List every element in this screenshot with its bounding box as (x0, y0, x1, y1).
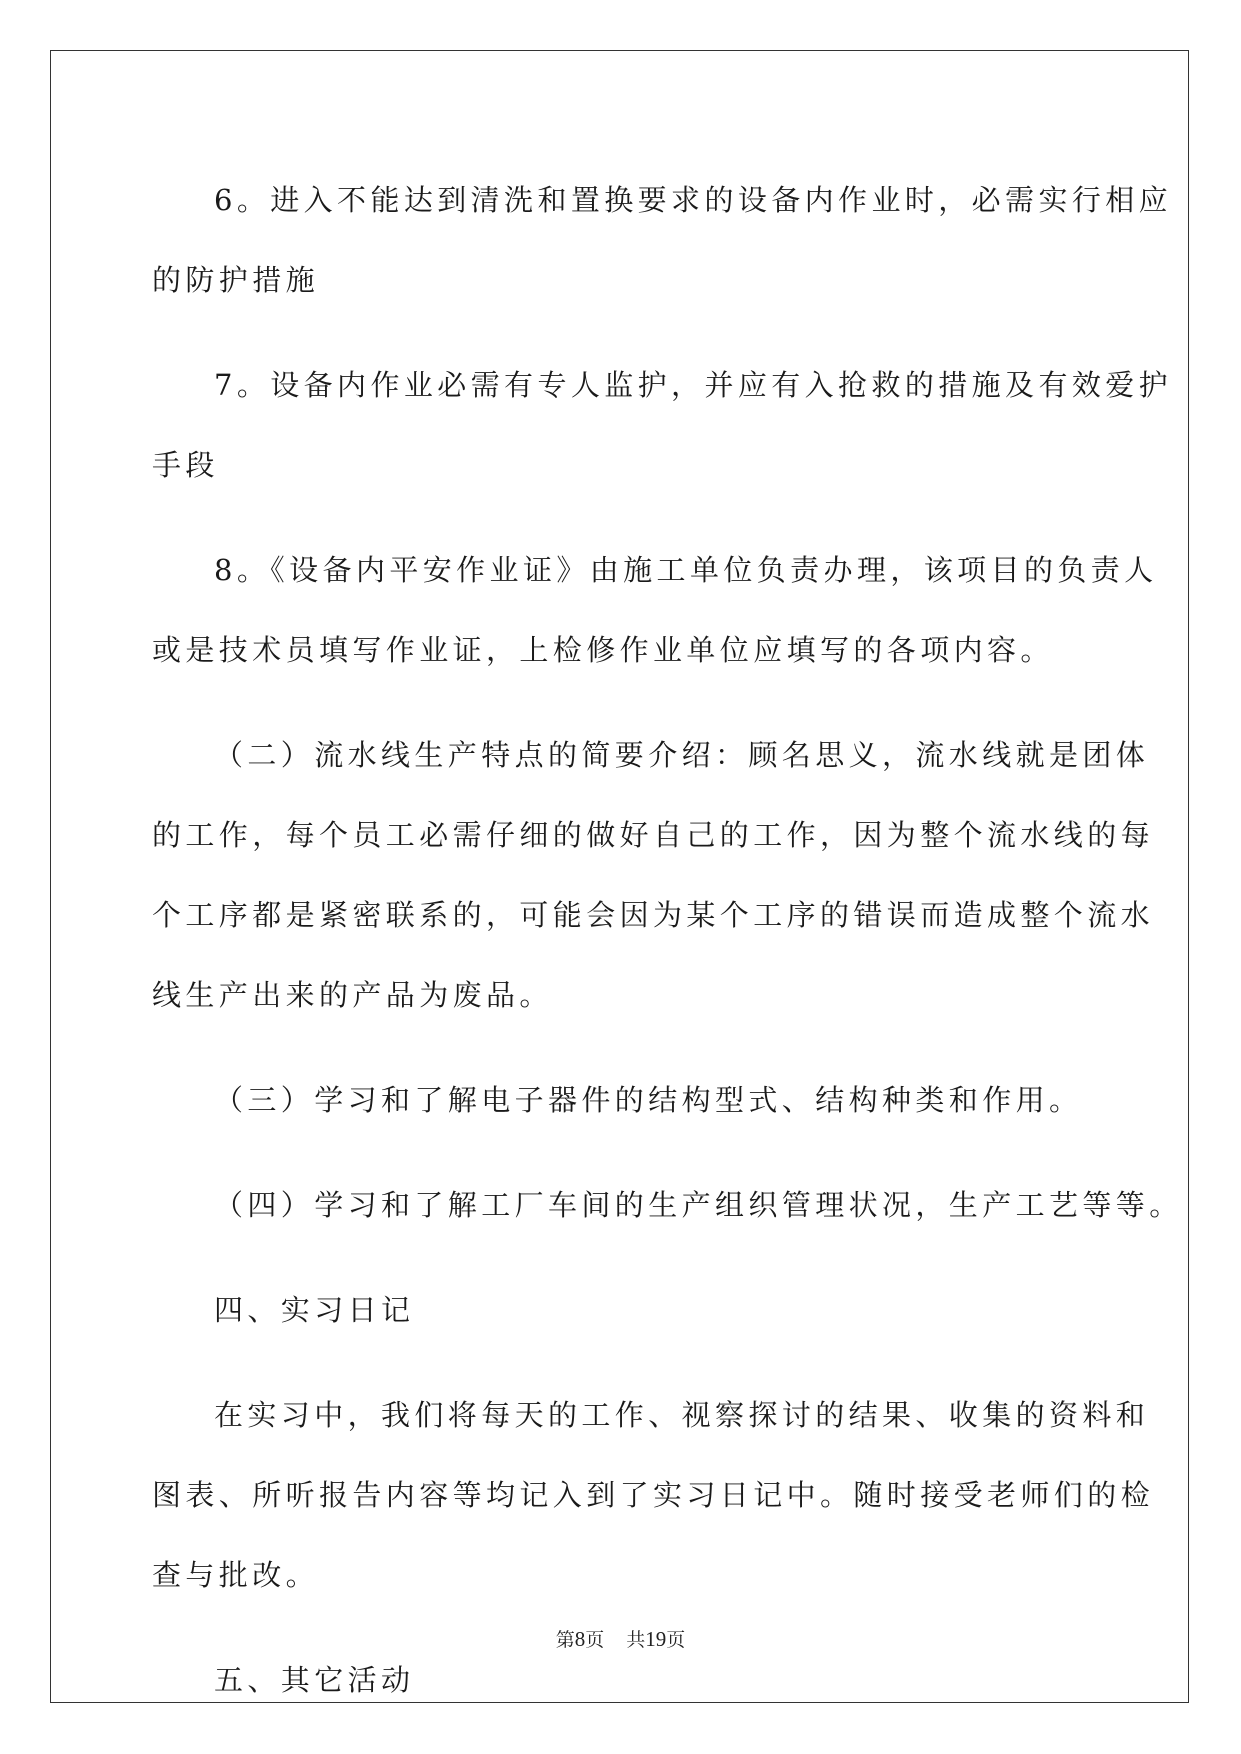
paragraph-assembly-line (152, 715, 1155, 1035)
document-body (152, 160, 1183, 1745)
text-line: 的防护措施 (152, 263, 320, 297)
section-heading-other (152, 1640, 1092, 1720)
text-line: 8。《设备内平安作业证》由施工单位负责办理，该项目的负责人 (214, 553, 1158, 587)
footer-page-suffix: 页 (585, 1629, 605, 1651)
text-line: 线生产出来的产品为废品。 (152, 978, 553, 1012)
text-line: 6。进入不能达到清洗和置换要求的设备内作业时，必需实行相应 (214, 183, 1173, 217)
paragraph-components (152, 1060, 1092, 1140)
text-line: 在实习中，我们将每天的工作、视察探讨的结果、收集的资料和 (214, 1398, 1150, 1432)
section-heading-diary (152, 1270, 1092, 1350)
text-line: 查与批改。 (152, 1558, 320, 1592)
text-line: 四、实习日记 (214, 1293, 415, 1327)
paragraph-item-7 (152, 345, 1173, 505)
text-line: 五、其它活动 (214, 1663, 415, 1697)
footer-total-pages: 19 (645, 1627, 667, 1651)
footer-page-prefix: 第 (555, 1629, 575, 1651)
text-line: 个工序都是紧密联系的，可能会因为某个工序的错误而造成整个流水 (152, 898, 1155, 932)
text-line: 图表、所听报告内容等均记入到了实习日记中。随时接受老师们的检 (152, 1478, 1155, 1512)
page-footer (0, 1625, 1241, 1652)
paragraph-diary (152, 1375, 1155, 1615)
footer-total-suffix: 页 (666, 1629, 686, 1651)
footer-page-number: 8 (574, 1627, 586, 1651)
text-line: 或是技术员填写作业证，上检修作业单位应填写的各项内容。 (152, 633, 1054, 667)
text-line: （二）流水线生产特点的简要介绍：顾名思义，流水线就是团体 (214, 738, 1150, 772)
paragraph-item-8 (152, 530, 1158, 690)
text-line: 的工作，每个员工必需仔细的做好自己的工作，因为整个流水线的每 (152, 818, 1155, 852)
paragraph-workshop (152, 1165, 1183, 1245)
text-line: 手段 (152, 448, 219, 482)
text-line: 7。设备内作业必需有专人监护，并应有入抢救的措施及有效爱护 (214, 368, 1173, 402)
footer-total-prefix: 共 (626, 1629, 646, 1651)
text-line: （四）学习和了解工厂车间的生产组织管理状况，生产工艺等等。 (214, 1188, 1183, 1222)
text-line: （三）学习和了解电子器件的结构型式、结构种类和作用。 (214, 1083, 1083, 1117)
paragraph-item-6 (152, 160, 1173, 320)
